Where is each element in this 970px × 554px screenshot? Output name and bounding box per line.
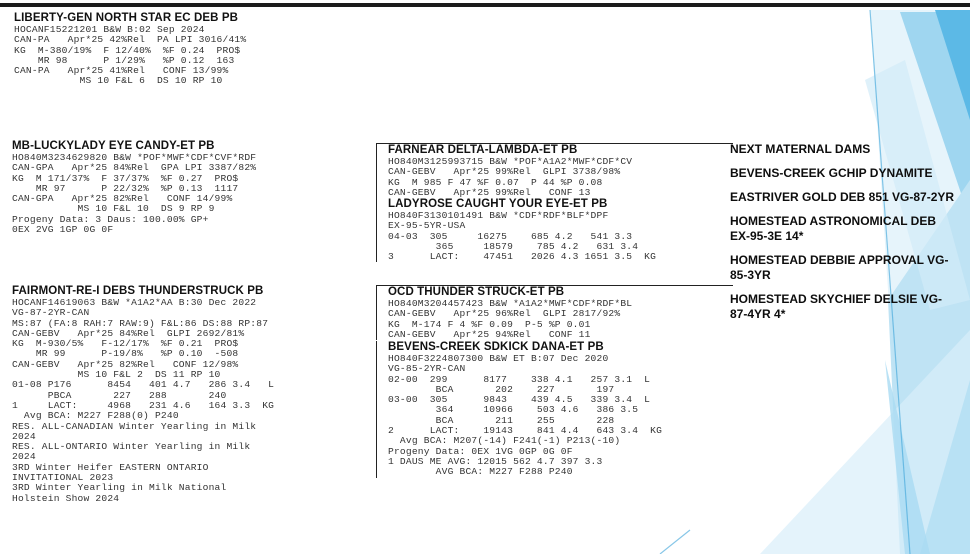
dam2-line: 3RD Winter Yearling in Milk National	[12, 482, 227, 494]
pedigree-dam2-line: 1 DAUS ME AVG: 12015 562 4.7 397 3.3	[388, 455, 603, 467]
pedigree-dam-line: 04-03 305 16275 685 4.2 541 3.3	[388, 230, 633, 242]
dam2-line: CAN-GEBV Apr*25 84%Rel GLPI 2692/81%	[12, 327, 245, 339]
sire-line: KG M-380/19% F 12/40% %F 0.24 PRO$	[14, 44, 241, 56]
pedigree-sire-title: FARNEAR DELTA-LAMBDA-ET PB	[388, 144, 578, 156]
maternal-heading: NEXT MATERNAL DAMS	[730, 142, 871, 156]
maternal-dam-item: HOMESTEAD DEBBIE APPROVAL VG-85-3YR	[730, 253, 949, 282]
sire-line: CAN-PA Apr*25 42%Rel PA LPI 3016/41%	[14, 34, 247, 46]
maternal-dams-list	[730, 142, 958, 331]
pedigree-dam-line: 365 18579 785 4.2 631 3.4	[388, 240, 639, 252]
dam2-line: HOCANF14619063 B&W *A1A2*AA B:30 Dec 2022	[12, 297, 257, 308]
pedigree-sire2-line: CAN-GEBV Apr*25 96%Rel GLPI 2817/92%	[388, 308, 621, 320]
dam2-title: FAIRMONT-RE-I DEBS THUNDERSTRUCK PB	[12, 285, 264, 297]
dam2-line: MR 99 P-19/8% %P 0.10 -508	[12, 348, 239, 360]
pedigree-dam2-line: AVG BCA: M227 F288 P240	[388, 466, 573, 478]
dam1-line: CAN-GPA Apr*25 82%Rel CONF 14/99%	[12, 193, 233, 205]
pedigree-dam-line: 3 LACT: 47451 2026 4.3 1651 3.5 KG	[388, 251, 657, 263]
pedigree-dam2-line: 364 10966 503 4.6 386 3.5	[388, 404, 639, 416]
pedigree-dam2-line: Avg BCA: M207(-14) F241(-1) P213(-10)	[388, 435, 621, 447]
pedigree-dam-line: EX-95-5YR-USA	[388, 220, 466, 232]
dam2-line: VG-87-2YR-CAN	[12, 307, 90, 319]
dam2-block	[12, 285, 274, 504]
dam1-line: KG M 171/37% F 37/37% %F 0.27 PRO$	[12, 172, 239, 184]
pedigree-sire-line: CAN-GEBV Apr*25 99%Rel CONF 13	[388, 186, 591, 198]
dam2-line: MS:87 (FA:8 RAH:7 RAW:9) F&L:86 DS:88 RP:87	[12, 317, 269, 329]
dam2-line: INVITATIONAL 2023	[12, 472, 114, 484]
pedigree-dam2-line: 03-00 305 9843 439 4.5 339 3.4 L	[388, 394, 651, 406]
pedigree-sire2-title: OCD THUNDER STRUCK-ET PB	[388, 286, 565, 298]
dam1-line: HO840M3234629820 B&W *POF*MWF*CDF*CVF*RDF	[12, 152, 257, 163]
dam1-line: MR 97 P 22/32% %P 0.13 1117	[12, 182, 239, 194]
pedigree-dam-block	[376, 198, 733, 262]
pedigree-sire-line: CAN-GEBV Apr*25 99%Rel GLPI 3738/98%	[388, 166, 621, 178]
pedigree-dam2-title: BEVENS-CREEK SDKICK DANA-ET PB	[388, 341, 604, 353]
pedigree-sire2-line: CAN-GEBV Apr*25 94%Rel CONF 11	[388, 328, 591, 340]
dam2-line: 2024	[12, 430, 36, 442]
dam2-line: Avg BCA: M227 F288(0) P240	[12, 410, 179, 422]
pedigree-sire-block	[376, 143, 733, 198]
dam2-line: 01-08 P176 8454 401 4.7 286 3.4 L	[12, 379, 275, 391]
pedigree-dam2-line: 2 LACT: 19143 841 4.4 643 3.4 KG	[388, 425, 663, 437]
dam1-line: CAN-GPA Apr*25 84%Rel GPA LPI 3387/82%	[12, 162, 257, 174]
pedigree-sire-line: KG M 985 F 47 %F 0.07 P 44 %P 0.08	[388, 176, 603, 188]
pedigree-dam2-line: 02-00 299 8177 338 4.1 257 3.1 L	[388, 373, 651, 385]
dam2-line: RES. ALL-ONTARIO Winter Yearling in Milk	[12, 441, 251, 453]
sire-line: MS 10 F&L 6 DS 10 RP 10	[14, 75, 223, 87]
maternal-dam-item: HOMESTEAD SKYCHIEF DELSIE VG-87-4YR 4*	[730, 292, 943, 321]
pedigree-sire2-line: KG M-174 F 4 %F 0.09 P-5 %P 0.01	[388, 318, 591, 330]
sire-block	[14, 12, 246, 87]
maternal-dam-item: BEVENS-CREEK GCHIP DYNAMITE	[730, 166, 933, 180]
pedigree-sire-line: HO840M3125993715 B&W *POF*A1A2*MWF*CDF*CV	[388, 156, 633, 167]
dam2-line: 2024	[12, 451, 36, 463]
dam1-line: Progeny Data: 3 Daus: 100.00% GP+	[12, 213, 209, 225]
pedigree-sire2-block	[376, 285, 733, 340]
maternal-dam-item: HOMESTEAD ASTRONOMICAL DEB EX-95-3E 14*	[730, 214, 937, 243]
sire-line: HOCANF15221201 B&W B:02 Sep 2024	[14, 24, 205, 35]
dam2-line: 3RD Winter Heifer EASTERN ONTARIO	[12, 461, 209, 473]
dam2-line: RES. ALL-CANADIAN Winter Yearling in Milk	[12, 420, 257, 432]
pedigree-dam2-line: BCA 211 255 228	[388, 414, 615, 426]
pedigree-dam2-block	[376, 341, 733, 478]
pedigree-dam-line: HO840F3130101491 B&W *CDF*RDF*BLF*DPF	[388, 210, 609, 221]
pedigree-sire2-line: HO840M3204457423 B&W *A1A2*MWF*CDF*RDF*BL	[388, 298, 633, 309]
pedigree-dam-title: LADYROSE CAUGHT YOUR EYE-ET PB	[388, 198, 608, 210]
dam1-line: 0EX 2VG 1GP 0G 0F	[12, 224, 114, 236]
pedigree-dam2-line: Progeny Data: 0EX 1VG 0GP 0G 0F	[388, 445, 573, 457]
sire-title: LIBERTY-GEN NORTH STAR EC DEB PB	[14, 12, 239, 24]
sire-line: CAN-PA Apr*25 41%Rel CONF 13/99%	[14, 65, 229, 77]
pedigree-dam2-line: HO840F3224807300 B&W ET B:07 Dec 2020	[388, 353, 609, 364]
dam2-line: PBCA 227 288 240	[12, 389, 227, 401]
dam1-title: MB-LUCKYLADY EYE CANDY-ET PB	[12, 140, 215, 152]
dam2-line: MS 10 F&L 2 DS 11 RP 10	[12, 369, 221, 381]
dam1-block	[12, 140, 256, 235]
maternal-dam-item: EASTRIVER GOLD DEB 851 VG-87-2YR	[730, 190, 955, 204]
dam2-line: 1 LACT: 4968 231 4.6 164 3.3 KG	[12, 399, 275, 411]
sire-line: MR 98 P 1/29% %P 0.12 163	[14, 54, 235, 66]
pedigree-dam2-line: VG-85-2YR-CAN	[388, 363, 466, 375]
dam1-line: MS 10 F&L 10 DS 9 RP 9	[12, 203, 215, 215]
dam2-line: CAN-GEBV Apr*25 82%Rel CONF 12/98%	[12, 358, 239, 370]
pedigree-dam2-line: BCA 202 227 197	[388, 383, 615, 395]
dam2-line: Holstein Show 2024	[12, 492, 120, 504]
dam2-line: KG M-930/5% F-12/17% %F 0.21 PRO$	[12, 338, 239, 350]
